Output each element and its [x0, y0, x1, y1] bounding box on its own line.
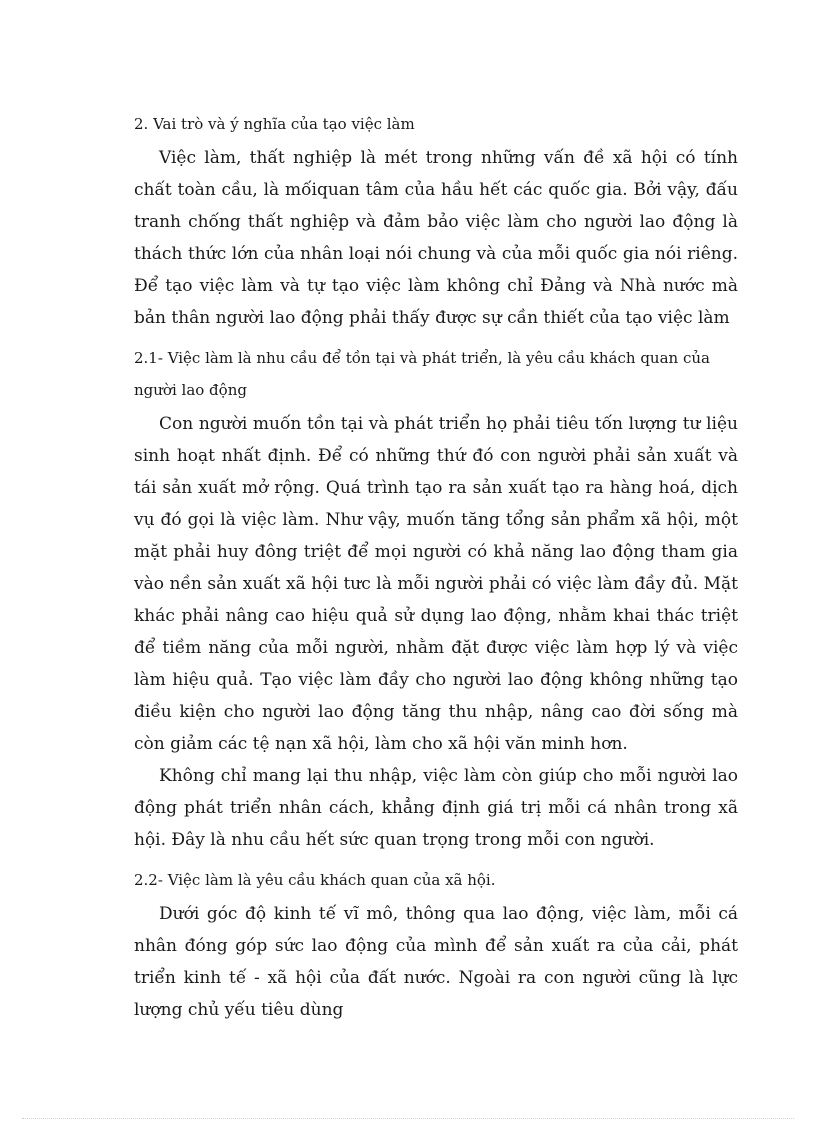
subsection-2-paragraph: Dưới góc độ kinh tế vĩ mô, thông qua lao động, việc làm, mỗi cá nhân đóng góp sức lao động của mình để sản xuất ra của cải, phát triển kinh tế - xã hội của đất nước. Ngoài ra con người cũng là lực lượng chủ yếu tiêu dùng [134, 904, 738, 1020]
subsection-2-heading: 2.2- Việc làm là yêu cầu khách quan của xã hội. [134, 871, 496, 889]
subsection-1-paragraph: Con người muốn tồn tại và phát triển họ phải tiêu tốn lượng tư liệu sinh hoạt nhất định. Để có những thứ đó con người phải sản xuất và tái sản xuất mở rộng. Quá trình tạo ra sản xuất tạo ra hàng hoá, dịch vụ đó gọi là việc làm. Như vậy, muốn tăng tổng sản phẩm xã hội, một mặt phải huy đông triệt để mọi người có khả năng lao động tham gia vào nền sản xuất xã hội tưc là mỗi người phải có việc làm đầy đủ. Mặt khác phải nâng cao hiệu quả sử dụng lao động, nhằm khai thác triệt để tiềm năng của mỗi người, nhằm đặt được việc làm hợp lý và việc làm hiệu quả. Tạo việc làm đầy cho người lao động không những tạo điều kiện cho người lao động tăng thu nhập, nâng cao đời sống mà còn giảm các tệ nạn xã hội, làm cho xã hội văn minh hơn. [134, 414, 738, 754]
document-body [134, 108, 738, 1026]
section-paragraph: Việc làm, thất nghiệp là mét trong những vấn đề xã hội có tính chất toàn cầu, là mốiquan tâm của hầu hết các quốc gia. Bởi vậy, đấu tranh chống thất nghiệp và đảm bảo việc làm cho người lao động là thách thức lớn của nhân loại nói chung và của mỗi quốc gia nói riêng. Để tạo việc làm và tự tạo việc làm không chỉ Đảng và Nhà nước mà bản thân người lao động phải thấy được sự cần thiết của tạo việc làm [134, 148, 738, 328]
subsection-1-heading: 2.1- Việc làm là nhu cầu để tồn tại và phát triển, là yêu cầu khách quan của người lao động [134, 349, 710, 399]
page-bottom-divider [22, 1118, 794, 1119]
section-heading: 2. Vai trò và ý nghĩa của tạo việc làm [134, 115, 415, 133]
subsection-1-paragraph: Không chỉ mang lại thu nhập, việc làm còn giúp cho mỗi người lao động phát triển nhân cách, khẳng định giá trị mỗi cá nhân trong xã hội. Đây là nhu cầu hết sức quan trọng trong mỗi con người. [134, 766, 738, 850]
